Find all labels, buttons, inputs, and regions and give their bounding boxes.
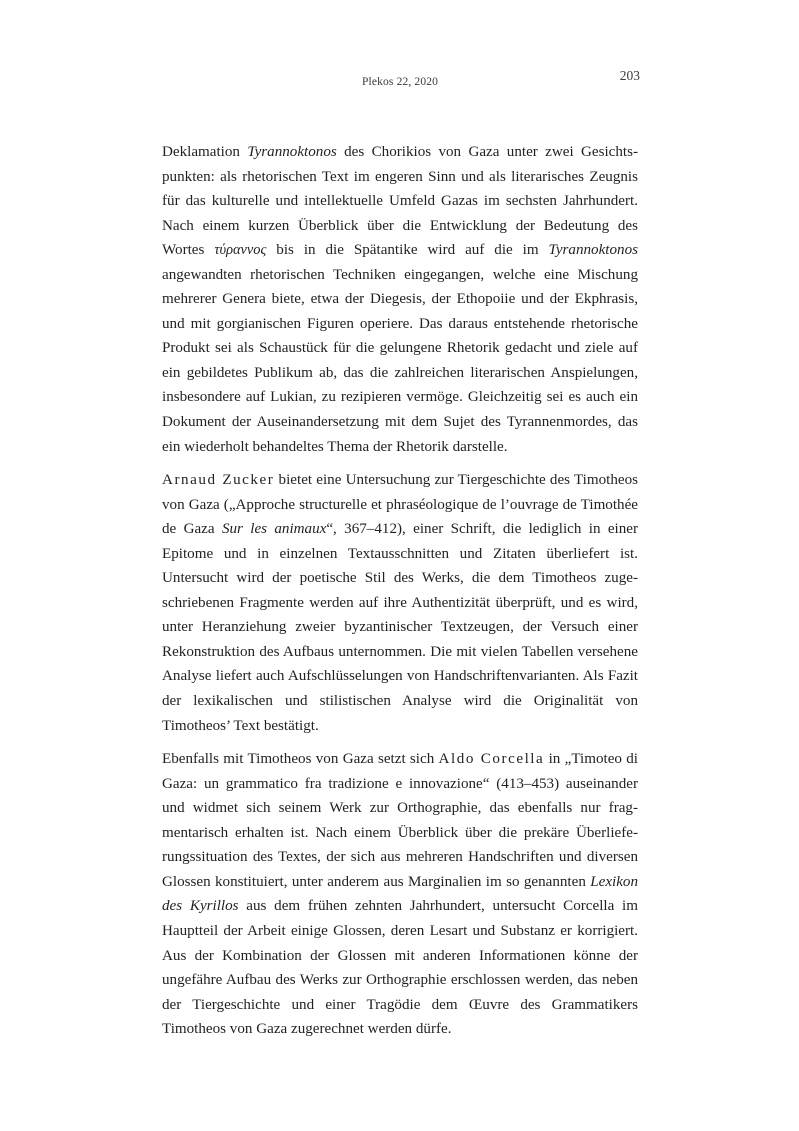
text-run: Ebenfalls mit Timotheos von Gaza setzt sich xyxy=(162,751,439,768)
greek-term-run: τύραννος xyxy=(214,242,267,259)
italic-title-run: Lexikon des Kyrillos xyxy=(162,873,638,915)
text-run: aus dem frühen zehnten Jahrhundert, untersucht Corcella im Hauptteil der Arbeit einige Glossen, deren Lesart und Substanz er korrigiert. Aus der Kombination der Glossen mit anderen Informationen könne der ungefähre Aufbau des Werks zur Orthographie erschlossen werden, das neben der Tiergeschichte und einer Tragödie dem Œuvre des Grammatikers Timotheos von Gaza zugerechnet werden dürfe. xyxy=(162,898,638,1038)
text-run: in „Timoteo di Gaza: un grammatico fra tradizione e innovazione“ (413–453) auseinander und widmet sich seinem Werk zur Orthographie, das ebenfalls nur fragmentarisch erhalten ist. Nach einem Überblick über die prekäre Überlieferungssituation des Textes, der sich aus mehreren Handschriften und diversen Glossen konstituiert, unter anderem aus Marginalien im so genannten xyxy=(162,751,638,890)
text-run: bis in die Spätantike wird auf die im xyxy=(266,242,549,259)
italic-title-run: Tyrannoktonos xyxy=(548,242,638,259)
para-1 xyxy=(162,140,638,459)
running-header xyxy=(162,68,640,92)
text-run: Deklamation xyxy=(162,144,248,160)
text-run: angewandten rhetorischen Techniken eingegangen, welche eine Mischung mehrerer Genera biete, etwa der Diegesis, der Ethopoiie und der Ekphrasis, und mit gorgianischen Figuren operiere. Das daraus entstehende rhetorische Produkt sei als Schaustück für die gelungene Rhetorik gedacht und ziele auf ein gebildetes Publikum ab, das die zahlreichen literarischen Anspielungen, insbesondere auf Lukian, zu rezipieren vermöge. Gleichzeitig sei es auch ein Dokument der Auseinandersetzung mit dem Sujet des Tyrannenmordes, das ein wiederholt behandeltes Thema der Rhetorik darstelle. xyxy=(162,266,638,455)
para-3 xyxy=(162,747,638,1042)
para-2 xyxy=(162,468,638,738)
body-text-column xyxy=(162,140,638,1042)
text-run: des Chorikios von Gaza unter zwei Gesichtspunkten: als rhetorischen Text im engeren Sinn und als literarisches Zeugnis für das kulturelle und intellektuelle Umfeld Gazas im sechsten Jahrhundert. Nach einem kurzen Überblick über die Entwicklung der Bedeutung des Wortes xyxy=(162,144,639,259)
journal-issue-line: Plekos 22, 2020 xyxy=(361,76,439,88)
page-number: 203 xyxy=(619,68,640,83)
italic-title-run: Sur les animaux xyxy=(221,521,327,538)
text-run: “, 367–412), einer Schrift, die lediglich in einer Epitome und in einzelnen Textausschnitten und Zitaten überliefert ist. Untersucht wird der poetische Stil des Werks, die dem Timotheos zugeschriebenen Fragmente werden auf ihre Authentizität überprüft, und es wird, unter Heranziehung zweier byzantinischer Textzeugen, der Versuch einer Rekonstruktion des Aufbaus unternommen. Die mit vielen Tabellen versehene Analyse liefert auch Aufschlüsselungen von Handschriftenvarianten. Als Fazit der lexikalischen und stilistischen Analyse wird die Originalität von Timotheos’ Text bestätigt. xyxy=(162,521,639,734)
author-name-run: Aldo Corcella xyxy=(438,751,545,768)
text-run: bietet eine Untersuchung zur Tiergeschichte des Timotheos von Gaza („Approche structurelle et phraséologique de l’ouvrage de Timothée de Gaza xyxy=(162,472,638,538)
italic-title-run: Tyrannoktonos xyxy=(247,144,337,160)
author-name-run: Arnaud Zucker xyxy=(162,472,275,489)
